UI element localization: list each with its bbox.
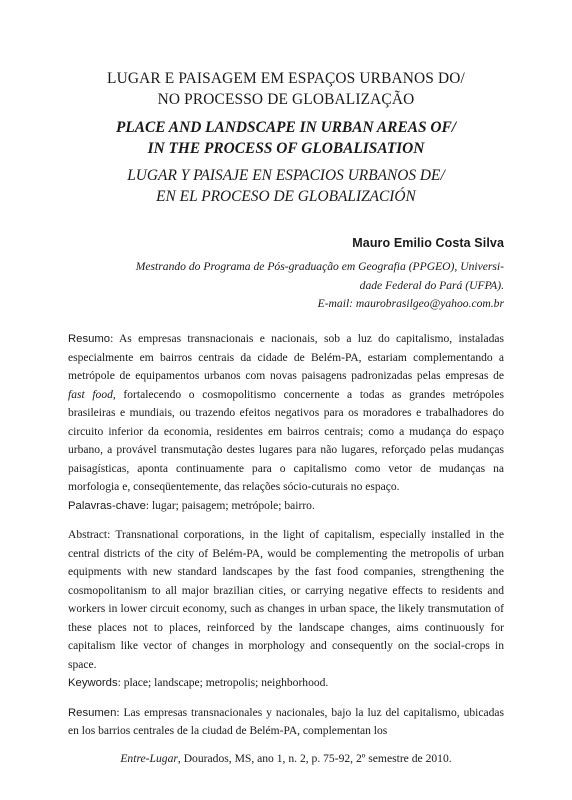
resumen-text: : Las empresas transnacionales y nacionales, bajo la luz del capitalismo, ubicadas en los barrios centrales de la ciudad de Belém-PA, complementan los <box>68 706 504 737</box>
keywords-label: Keywords <box>68 677 118 689</box>
title-pt-line-2: NO PROCESSO DE GLOBALIZAÇÃO <box>157 91 415 108</box>
title-block <box>40 68 532 207</box>
resumo-text-italic: fast food <box>68 388 113 401</box>
journal-name: Entre-Lugar <box>120 752 178 765</box>
palavras-chave-text: : lugar; paisagem; metrópole; bairro. <box>145 499 315 512</box>
title-portuguese <box>40 68 532 110</box>
resumen-paragraph <box>68 704 504 741</box>
citation-text: , Dourados, MS, ano 1, n. 2, p. 75-92, 2º semestre de 2010. <box>177 752 452 765</box>
author-email: E-mail: maurobrasilgeo@yahoo.com.br <box>317 297 504 310</box>
palavras-chave-label: Palavras-chave <box>68 499 146 512</box>
title-english <box>40 117 532 159</box>
resumo-paragraph <box>68 330 504 497</box>
title-pt-line-1: LUGAR E PAISAGEM EM ESPAÇOS URBANOS DO/ <box>107 70 465 87</box>
page-footer <box>40 752 532 765</box>
resumo-label: Resumo <box>68 333 111 345</box>
title-es-line-1: LUGAR Y PAISAJE EN ESPACIOS URBANOS DE/ <box>127 167 445 184</box>
article-body <box>68 330 504 741</box>
title-spanish <box>40 165 532 207</box>
title-es-line-2: EN EL PROCESO DE GLOBALIZACIÓN <box>156 188 416 205</box>
resumo-text-2: , fortalecendo o cosmopolitismo concernente a todas as grandes metrópoles brasileiras e mundiais, ou trazendo efeitos negativos para os moradores e trabalhadores do circuito inferior da economia, residentes em bairros centrais; como a mudança do espaço urbano, a provável transmutação destes lugares para não lugares, reforçado pelas mudanças paisagísticas, aponta continuamente para o capitalismo como vetor de mudanças na morfologia e, conseqüentemente, das relações sócio-cuturais no espaço. <box>68 388 504 493</box>
title-en-line-2: IN THE PROCESS OF GLOBALISATION <box>147 140 425 157</box>
author-affiliation <box>104 258 504 314</box>
title-en-line-1: PLACE AND LANDSCAPE IN URBAN AREAS OF/ <box>115 119 457 136</box>
keywords-text: : place; landscape; metropolis; neighborhood. <box>117 677 329 689</box>
affiliation-line-1: Mestrando do Programa de Pós-graduação em Geografia (PPGEO), Universi- <box>135 260 504 273</box>
resumen-label: Resumen <box>68 706 117 719</box>
author-name: Mauro Emilio Costa Silva <box>352 236 504 250</box>
abstract-paragraph: Abstract: Transnational corporations, in the light of capitalism, especially installed in the central districts of the city of Belém-PA, would be complementing the metropolis of urban equipments with new standard landscapes by the fast food companies, strengthening the cosmopolitanism to all major brazilian cities, or carrying negative effects to residents and workers in lower circuit economy, such as changes in urban space, the likely transmutation of these places not to places, reinforced by the landscape changes, aims continuously for capitalism like vector of changes in morphology and consequently on the social-crops in space. <box>68 529 504 671</box>
affiliation-line-2: dade Federal do Pará (UFPA). <box>359 278 504 292</box>
resumo-text-1: : As empresas transnacionais e nacionais, sob a luz do capitalismo, instaladas especialmente em bairros centrais da cidade de Belém-PA, estariam complementando a metrópole de equipamentos urbanos com novas paisagens padronizadas pelas empresas de <box>68 333 504 382</box>
palavras-chave-paragraph <box>68 497 504 516</box>
keywords-paragraph <box>68 674 504 693</box>
